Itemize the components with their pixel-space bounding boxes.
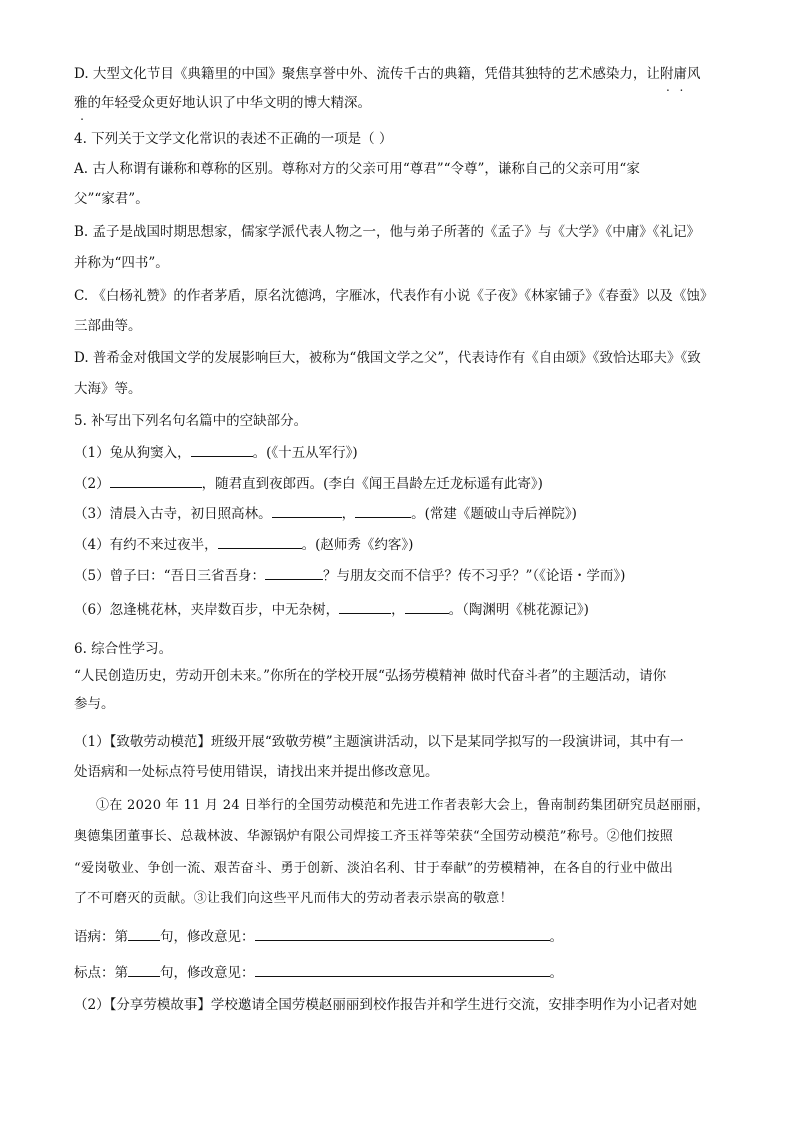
q6-intro: “人民创造历史，劳动开创未来。”你所在的学校开展“弘扬劳模精神 做时代奋斗者”的主题活动，请你: [74, 668, 667, 684]
q4-option-c: C. 《白杨礼赞》的作者茅盾，原名沈德鸿，字雁冰，代表作有小说《子夜》《林家铺子》《春蚕》以及《蚀》: [74, 288, 714, 304]
q3-option-d-line2: 雅的年轻受众更好地认识了中华文明的博大精深。: [74, 95, 371, 111]
revision-blank[interactable]: [255, 926, 550, 941]
q4-option-b: B. 孟子是战国时期思想家，儒家学派代表人物之一，他与弟子所著的《孟子》与《大学》《中庸》《礼记》: [74, 224, 701, 240]
answer-blank[interactable]: [339, 599, 391, 614]
q5-item-6: （6）忽逢桃花林，夹岸数百步，中无杂树， ， 。（陶渊明《桃花源记》): [74, 599, 589, 620]
speech-sentence-1: ①在 2020 年 11 月 24 日举行的全国劳动模范和先进工作者表彰大会上，鲁南制药集团研究员赵丽丽，: [96, 798, 710, 813]
q5-item-3: （3）清晨入古寺，初日照高林。 ， 。(常建《题破山寺后禅院》): [74, 503, 577, 524]
q4-option-a: A. 古人称谓有谦称和尊称的区别。尊称对方的父亲可用“尊君”“令尊”，谦称自己的父亲可用“家: [74, 161, 640, 177]
emphasis-char: 庸: [673, 66, 687, 82]
q6-stem: 6. 综合性学习。: [74, 641, 173, 657]
q6-intro-cont: 参与。: [74, 696, 115, 712]
answer-blank[interactable]: [110, 473, 202, 488]
speech-sentence-1-cont: 奥德集团董事长、总裁林波、华源锅炉有限公司焊接工齐玉祥等荣获“全国劳动模范”称号。②他们按照: [74, 829, 674, 844]
sentence-number-blank[interactable]: [128, 926, 160, 941]
q4-option-c-cont: 三部曲等。: [74, 318, 142, 334]
q5-item-5: （5）曾子曰：“吾日三省吾身： ？与朋友交而不信乎？传不习乎？”（《论语・学而》): [74, 565, 625, 586]
q4-option-d-cont: 大海》等。: [74, 381, 142, 397]
q5-stem: 5. 补写出下列名句名篇中的空缺部分。: [74, 413, 308, 429]
answer-blank[interactable]: [218, 534, 302, 549]
revision-blank[interactable]: [255, 962, 550, 977]
answer-blank[interactable]: [355, 503, 411, 518]
q4-option-a-cont: 父”“家君”。: [74, 191, 149, 207]
emphasis-char: 附: [659, 66, 674, 82]
q5-item-2: （2） ，随君直到夜郎西。(李白《闻王昌龄左迁龙标遥有此寄》): [74, 473, 543, 494]
answer-blank[interactable]: [191, 442, 253, 457]
q6-part2: （2）【分享劳模故事】学校邀请全国劳模赵丽丽到校作报告并和学生进行交流，安排李明作为小记者对她: [74, 997, 697, 1013]
answer-blank[interactable]: [265, 565, 323, 580]
sentence-number-blank[interactable]: [128, 962, 160, 977]
q4-stem: 4. 下列关于文学文化常识的表述不正确的一项是（ ）: [74, 131, 393, 147]
emphasis-char: 雅: [74, 95, 88, 111]
speech-sentence-2: “爱岗敬业、争创一流、艰苦奋斗、勇于创新、淡泊名利、甘于奉献”的劳模精神，在各自的行业中做出: [74, 861, 674, 876]
q4-option-d: D. 普希金对俄国文学的发展影响巨大，被称为“俄国文学之父”，代表诗作有《自由颂》《致恰达耶夫》《致: [74, 350, 701, 366]
punctuation-error-answer: 标点：第 句，修改意见： 。: [74, 962, 563, 983]
q3-option-d-line1: D. 大型文化节目《典籍里的中国》聚焦享誉中外、流传千古的典籍，凭借其独特的艺术感染力，让附庸风: [74, 66, 701, 82]
q6-part1-cont: 处语病和一处标点符号使用错误，请找出来并提出修改意见。: [74, 764, 439, 780]
q4-option-b-cont: 并称为“四书”。: [74, 255, 169, 271]
speech-sentence-3: 了不可磨灭的贡献。③让我们向这些平凡而伟大的劳动者表示崇高的敬意！: [74, 891, 513, 906]
q5-item-4: （4）有约不来过夜半， 。(赵师秀《约客》): [74, 534, 413, 555]
grammar-error-answer: 语病：第 句，修改意见： 。: [74, 926, 563, 947]
answer-blank[interactable]: [272, 503, 342, 518]
q5-item-1: （1）兔从狗窦入， 。(《十五从军行》): [74, 442, 358, 463]
answer-blank[interactable]: [405, 599, 449, 614]
q6-part1: （1）【致敬劳动模范】班级开展“致敬劳模”主题演讲活动，以下是某同学拟写的一段演讲词，其中有一: [74, 734, 684, 750]
